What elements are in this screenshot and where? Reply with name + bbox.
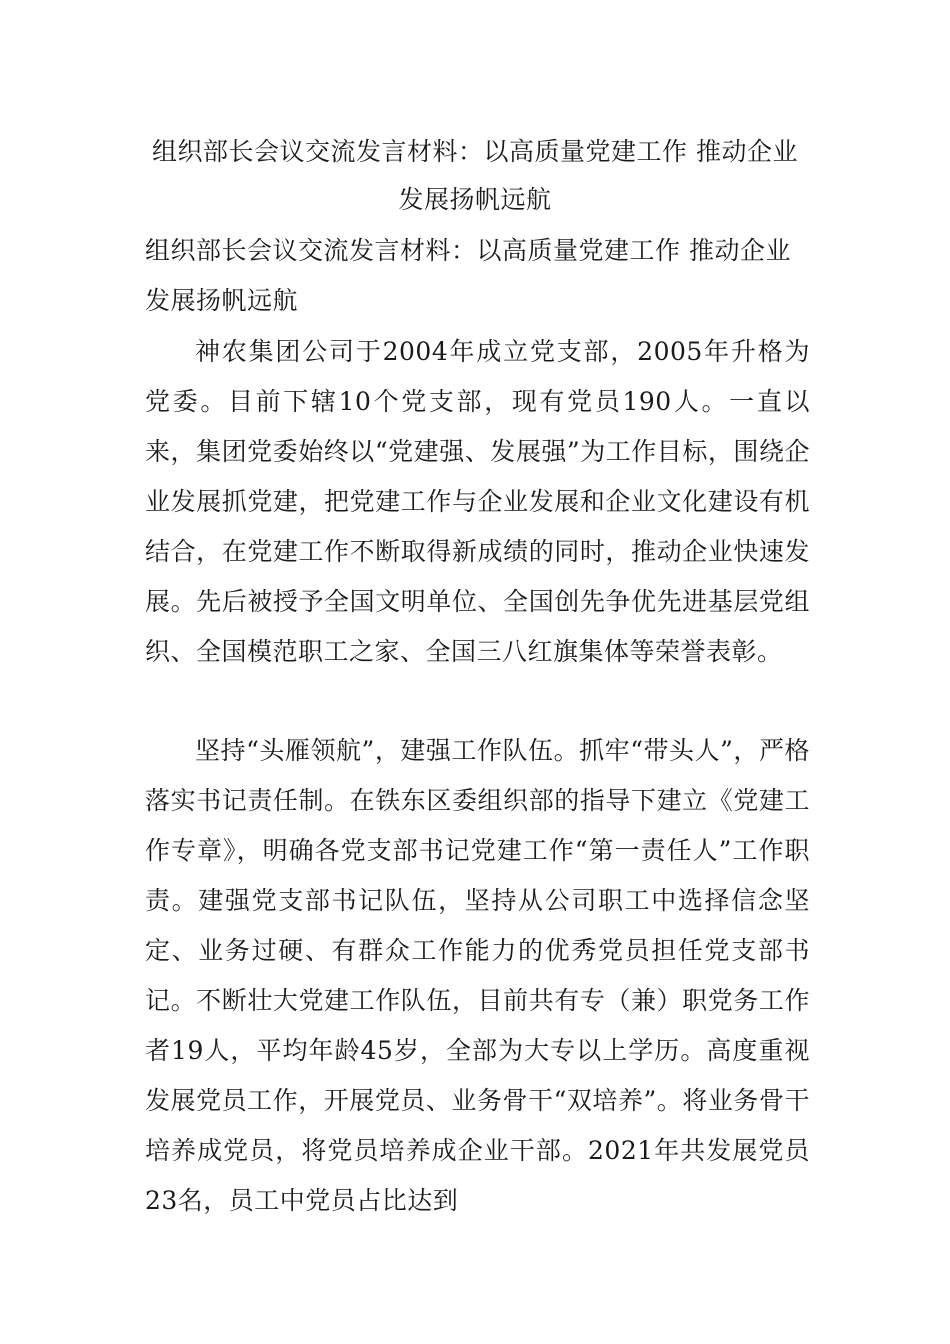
document-subtitle: 组织部长会议交流发言材料：以高质量党建工作 推动企业发展扬帆远航 xyxy=(145,236,791,315)
body-paragraph: 坚持“头雁领航”，建强工作队伍。抓牢“带头人”，严格落实书记责任制。在铁东区委组织部的指导下建立《党建工作专章》，明确各党支部书记党建工作“第一责任人”工作职责。建强党支部书记队伍，坚持从公司职工中选择信念坚定、业务过硬、有群众工作能力的优秀党员担任党支部书记。不断壮大党建工作队伍，目前共有专（兼）职党务工作者19人，平均年龄45岁，全部为大专以上学历。高度重视发展党员工作，开展党员、业务骨干“双培养”。将业务骨干培养成党员，将党员培养成企业干部。2021年共发展党员23名，员工中党员占比达到 xyxy=(145,736,811,1215)
document-title: 组织部长会议交流发言材料：以高质量党建工作 推动企业发展扬帆远航 xyxy=(152,137,798,214)
body-paragraph: 神农集团公司于2004年成立党支部，2005年升格为党委。目前下辖10个党支部，现有党员190人。一直以来，集团党委始终以“党建强、发展强”为工作目标，围绕企业发展抓党建，把党建工作与企业发展和企业文化建设有机结合，在党建工作不断取得新成绩的同时，推动企业快速发展。先后被授予全国文明单位、全国创先争优先进基层党组织、全国模范职工之家、全国三八红旗集体等荣誉表彰。 xyxy=(145,337,810,666)
